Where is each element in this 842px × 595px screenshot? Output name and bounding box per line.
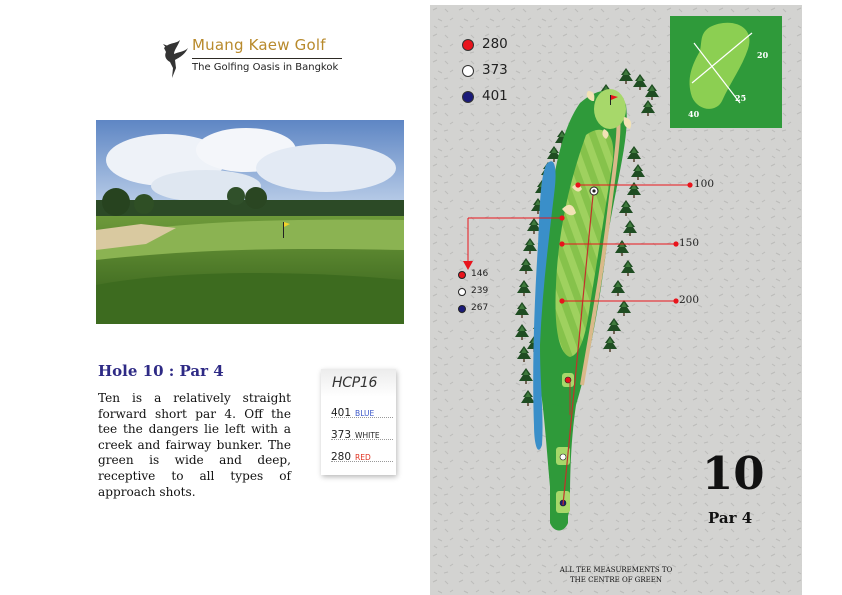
- green-depth-20: 20: [757, 50, 769, 60]
- brand-tagline: The Golfing Oasis in Bangkok: [192, 62, 339, 73]
- marker-150: 150: [679, 237, 700, 249]
- bunker-distance-blue: 267: [471, 303, 489, 313]
- tee-row-red: [331, 445, 393, 462]
- hole-photo: [96, 120, 404, 324]
- tee-row-blue: [331, 401, 393, 418]
- blue-tee-icon: [458, 305, 466, 313]
- red-tee-icon: [462, 39, 474, 51]
- blue-tee-icon: [462, 91, 474, 103]
- marker-200: 200: [679, 294, 700, 306]
- handicap-card: [321, 369, 396, 475]
- hole-par: Par 4: [708, 509, 753, 527]
- tee-name: WHITE: [355, 431, 380, 440]
- tee-yards: 373: [331, 429, 352, 441]
- measurement-note-line2: THE CENTRE OF GREEN: [569, 576, 662, 584]
- legend-red-value: 280: [482, 36, 508, 52]
- handicap-label: HCP16: [332, 375, 378, 391]
- measurement-note-line1: ALL TEE MEASUREMENTS TO: [559, 566, 673, 574]
- brand-divider: [192, 58, 342, 59]
- green-depth-25: 25: [735, 93, 747, 103]
- marker-100: 100: [694, 178, 715, 190]
- bunker-distance-white: 239: [471, 286, 489, 296]
- tee-yards: 401: [331, 407, 352, 419]
- legend-blue-value: 401: [482, 88, 508, 104]
- legend-white-value: 373: [482, 62, 508, 78]
- heron-icon: [160, 38, 190, 80]
- red-tee-icon: [458, 271, 466, 279]
- tee-yards: 280: [331, 451, 352, 463]
- brand-logo: [160, 36, 360, 82]
- tee-name: BLUE: [355, 409, 375, 418]
- tee-row-white: [331, 423, 393, 440]
- measurement-note: [546, 565, 686, 585]
- white-tee-icon: [462, 65, 474, 77]
- green-depth-40: 40: [688, 109, 700, 119]
- bunker-distance-red: 146: [471, 269, 489, 279]
- handicap-header: [321, 369, 396, 397]
- brand-name: Muang Kaew Golf: [192, 36, 326, 54]
- tee-name: RED: [355, 453, 371, 462]
- hole-map: [430, 5, 802, 595]
- hole-title: Hole 10 : Par 4: [98, 362, 224, 380]
- hole-description: Ten is a relatively straight forward short par 4. Off the tee the dangers lie left with a creek and fairway bunker. The green is wide and deep, receptive to all types of approach shots.: [98, 391, 291, 499]
- white-tee-icon: [458, 288, 466, 296]
- hole-number: 10: [702, 447, 765, 500]
